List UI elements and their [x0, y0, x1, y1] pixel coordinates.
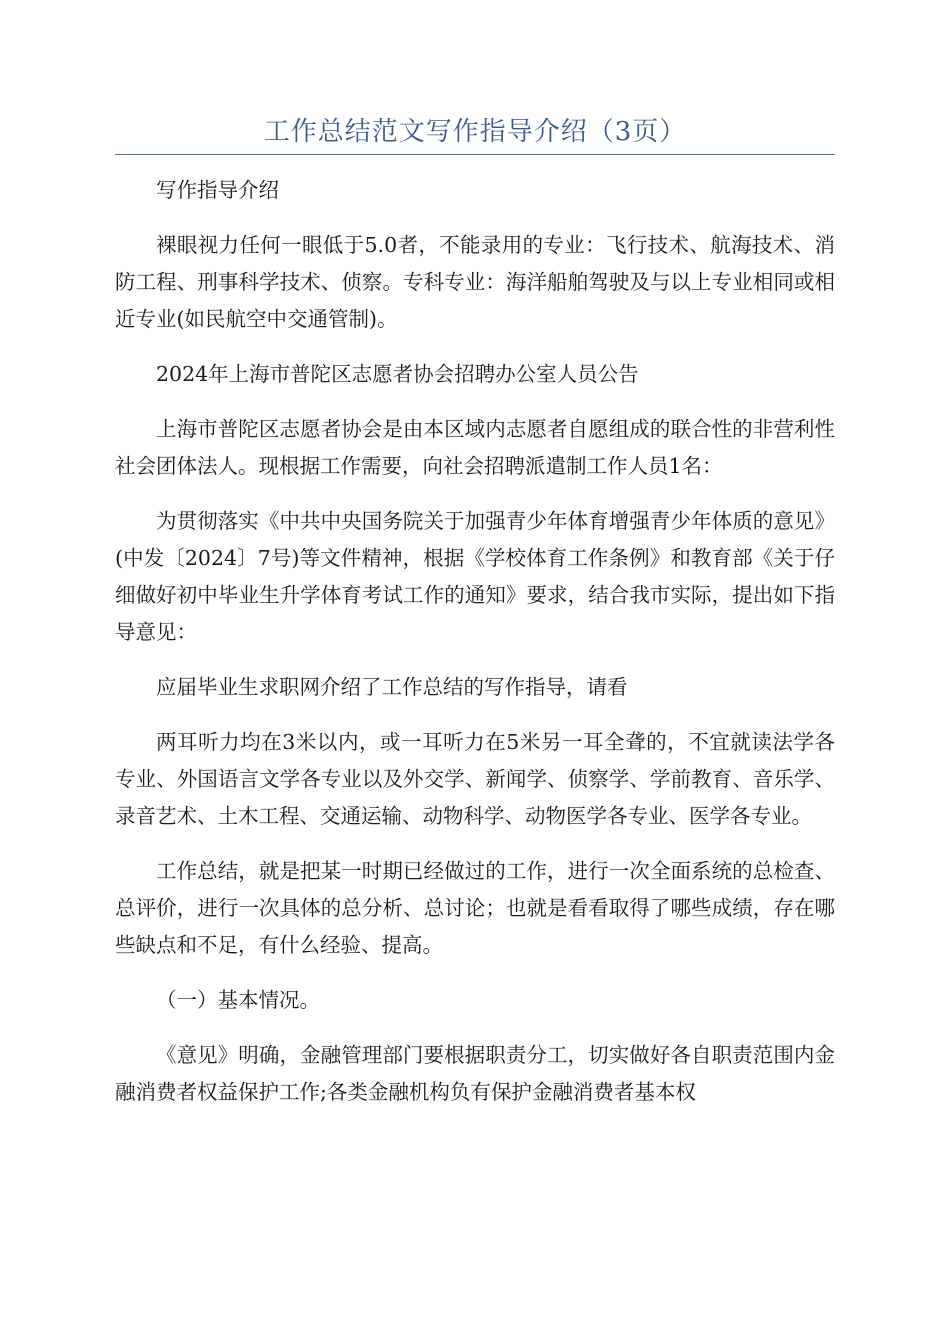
document-body: [115, 172, 835, 1111]
paragraph-6: 应届毕业生求职网介绍了工作总结的写作指导，请看: [156, 675, 628, 699]
paragraph-2: 裸眼视力任何一眼低于5.0者，不能录用的专业：飞行技术、航海技术、消防工程、刑事科学技术、侦察。专科专业：海洋船舶驾驶及与以上专业相同或相近专业(如民航空中交通管制)。: [115, 233, 835, 331]
document-title: 工作总结范文写作指导介绍（3页）: [263, 117, 687, 147]
paragraph-9: （一）基本情况。: [156, 988, 320, 1012]
paragraph-5: 为贯彻落实《中共中央国务院关于加强青少年体育增强青少年体质的意见》(中发〔2024〕7号)等文件精神，根据《学校体育工作条例》和教育部《关于仔细做好初中毕业生升学体育考试工作的通知》要求，结合我市实际，提出如下指导意见：: [115, 509, 835, 644]
paragraph-4: 上海市普陀区志愿者协会是由本区域内志愿者自愿组成的联合性的非营利性社会团体法人。现根据工作需要，向社会招聘派遣制工作人员1名：: [115, 417, 835, 478]
title-underline: [115, 154, 835, 155]
paragraph-3: 2024年上海市普陀区志愿者协会招聘办公室人员公告: [156, 362, 639, 386]
paragraph-8: 工作总结，就是把某一时期已经做过的工作，进行一次全面系统的总检查、总评价，进行一次具体的总分析、总讨论；也就是看看取得了哪些成绩，存在哪些缺点和不足，有什么经验、提高。: [115, 859, 835, 957]
paragraph-7: 两耳听力均在3米以内，或一耳听力在5米另一耳全聋的，不宜就读法学各专业、外国语言文学各专业以及外交学、新闻学、侦察学、学前教育、音乐学、录音艺术、土木工程、交通运输、动物科学、动物医学各专业、医学各专业。: [115, 730, 835, 828]
paragraph-1: 写作指导介绍: [156, 178, 279, 202]
paragraph-10: 《意见》明确，金融管理部门要根据职责分工，切实做好各自职责范围内金融消费者权益保护工作;各类金融机构负有保护金融消费者基本权: [115, 1043, 835, 1104]
